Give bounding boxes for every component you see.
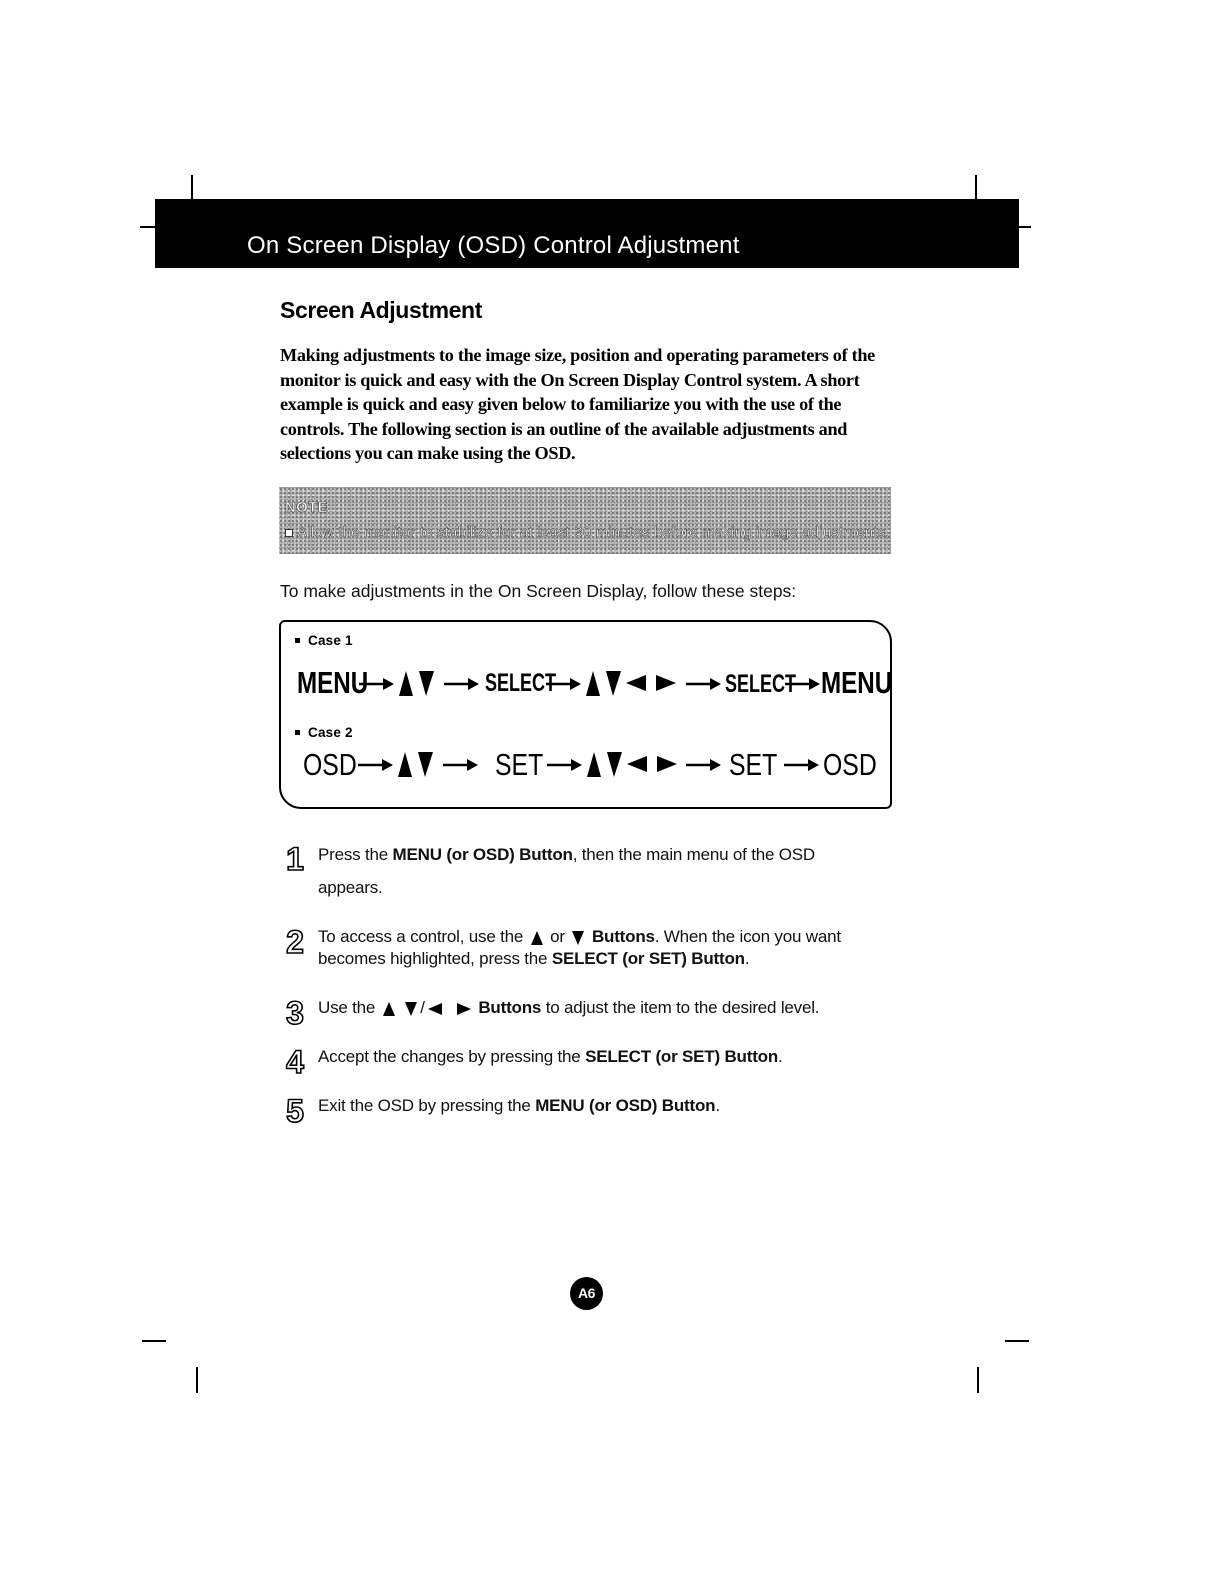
- step-1-text: Press the MENU (or OSD) Button, then the main menu of the OSD appears.: [318, 845, 816, 897]
- page-number: A6: [570, 1277, 603, 1310]
- page-header-title: On Screen Display (OSD) Control Adjustment: [247, 232, 740, 259]
- case-2-set: SET: [495, 747, 544, 782]
- note-box: [279, 487, 891, 554]
- arrow-right-icon: [784, 755, 820, 775]
- case-2-set-2: SET: [729, 747, 778, 782]
- arrow-right-icon: [358, 755, 394, 775]
- left-arrow-icon: [428, 1003, 442, 1015]
- up-arrow-icon: [531, 931, 543, 945]
- case-1-start: MENU: [297, 665, 369, 700]
- case-1-end: MENU: [821, 665, 893, 700]
- step-number-2-icon: [280, 926, 310, 956]
- arrow-right-icon: [686, 755, 722, 775]
- crop-mark: [142, 1340, 166, 1342]
- down-arrow-icon: [572, 931, 584, 945]
- arrow-right-icon: [547, 755, 583, 775]
- note-text: [285, 524, 890, 541]
- steps-intro: To make adjustments in the On Screen Display, follow these steps:: [280, 581, 797, 601]
- step-4-text: Accept the changes by pressing the SELECT (or SET) Button.: [318, 1047, 783, 1066]
- up-down-arrows-icon: [398, 751, 436, 779]
- arrow-right-icon: [785, 674, 821, 694]
- case-2-end: OSD: [823, 747, 877, 782]
- svg-text:3: 3: [286, 997, 304, 1027]
- step-number-1-icon: [280, 843, 310, 873]
- case-1-select: SELECT: [485, 669, 557, 697]
- case-1-sequence: [281, 664, 893, 708]
- arrow-right-icon: [444, 674, 480, 694]
- case-2-start: OSD: [303, 747, 357, 782]
- header-bar: [155, 199, 1019, 268]
- svg-text:1: 1: [286, 843, 304, 873]
- case-label: [295, 633, 353, 648]
- crop-mark: [140, 226, 155, 228]
- four-way-arrows-icon: [587, 751, 683, 779]
- case-label: [295, 725, 353, 740]
- arrow-right-icon: [443, 755, 479, 775]
- step-number-3-icon: [280, 997, 310, 1027]
- up-down-arrows-icon: [399, 670, 437, 698]
- bullet-icon: [285, 529, 293, 537]
- crop-mark: [1019, 226, 1031, 228]
- crop-mark: [191, 175, 193, 200]
- four-way-arrows-icon: [586, 670, 682, 698]
- bullet-icon: [295, 730, 300, 735]
- section-title: Screen Adjustment: [280, 297, 482, 323]
- crop-mark: [975, 175, 977, 200]
- case-1-label: Case 1: [308, 633, 353, 648]
- step-number-4-icon: [280, 1046, 310, 1076]
- case-2-sequence: [281, 745, 890, 789]
- up-arrow-icon: [383, 1002, 395, 1016]
- arrow-right-icon: [359, 674, 395, 694]
- step-2-text: To access a control, use the or Buttons. When the icon you want becomes highlighted, press the SELECT (or SET) Button.: [318, 927, 841, 968]
- right-arrow-icon: [457, 1003, 471, 1015]
- svg-text:4: 4: [286, 1046, 304, 1076]
- case-2-label: Case 2: [308, 725, 353, 740]
- case-1-select-2: SELECT: [725, 670, 797, 698]
- arrow-right-icon: [686, 674, 722, 694]
- case-box: [279, 620, 892, 809]
- crop-mark: [977, 1367, 979, 1393]
- step-5-text: Exit the OSD by pressing the MENU (or OSD) Button.: [318, 1096, 720, 1115]
- step-number-5-icon: [280, 1095, 310, 1125]
- step-3-text: Use the / Buttons to adjust the item to the desired level.: [318, 998, 820, 1017]
- note-label: NOTE: [285, 499, 328, 516]
- intro-paragraph: Making adjustments to the image size, position and operating parameters of the monitor is quick and easy with the On Screen Display Control system. A short example is quick and easy given below to familiarize you with the use of the controls. The following section is an outline of the available adjustments and selections you can make using the OSD.: [280, 345, 875, 463]
- note-text-content: Allow the monitor to stabilize for at least 30 minutes before making image adjustments.: [297, 524, 890, 541]
- crop-mark: [196, 1367, 198, 1393]
- down-arrow-icon: [405, 1002, 417, 1016]
- svg-text:5: 5: [286, 1095, 304, 1125]
- bullet-icon: [295, 638, 300, 643]
- svg-text:2: 2: [286, 926, 304, 956]
- arrow-right-icon: [546, 674, 582, 694]
- crop-mark: [1005, 1340, 1029, 1342]
